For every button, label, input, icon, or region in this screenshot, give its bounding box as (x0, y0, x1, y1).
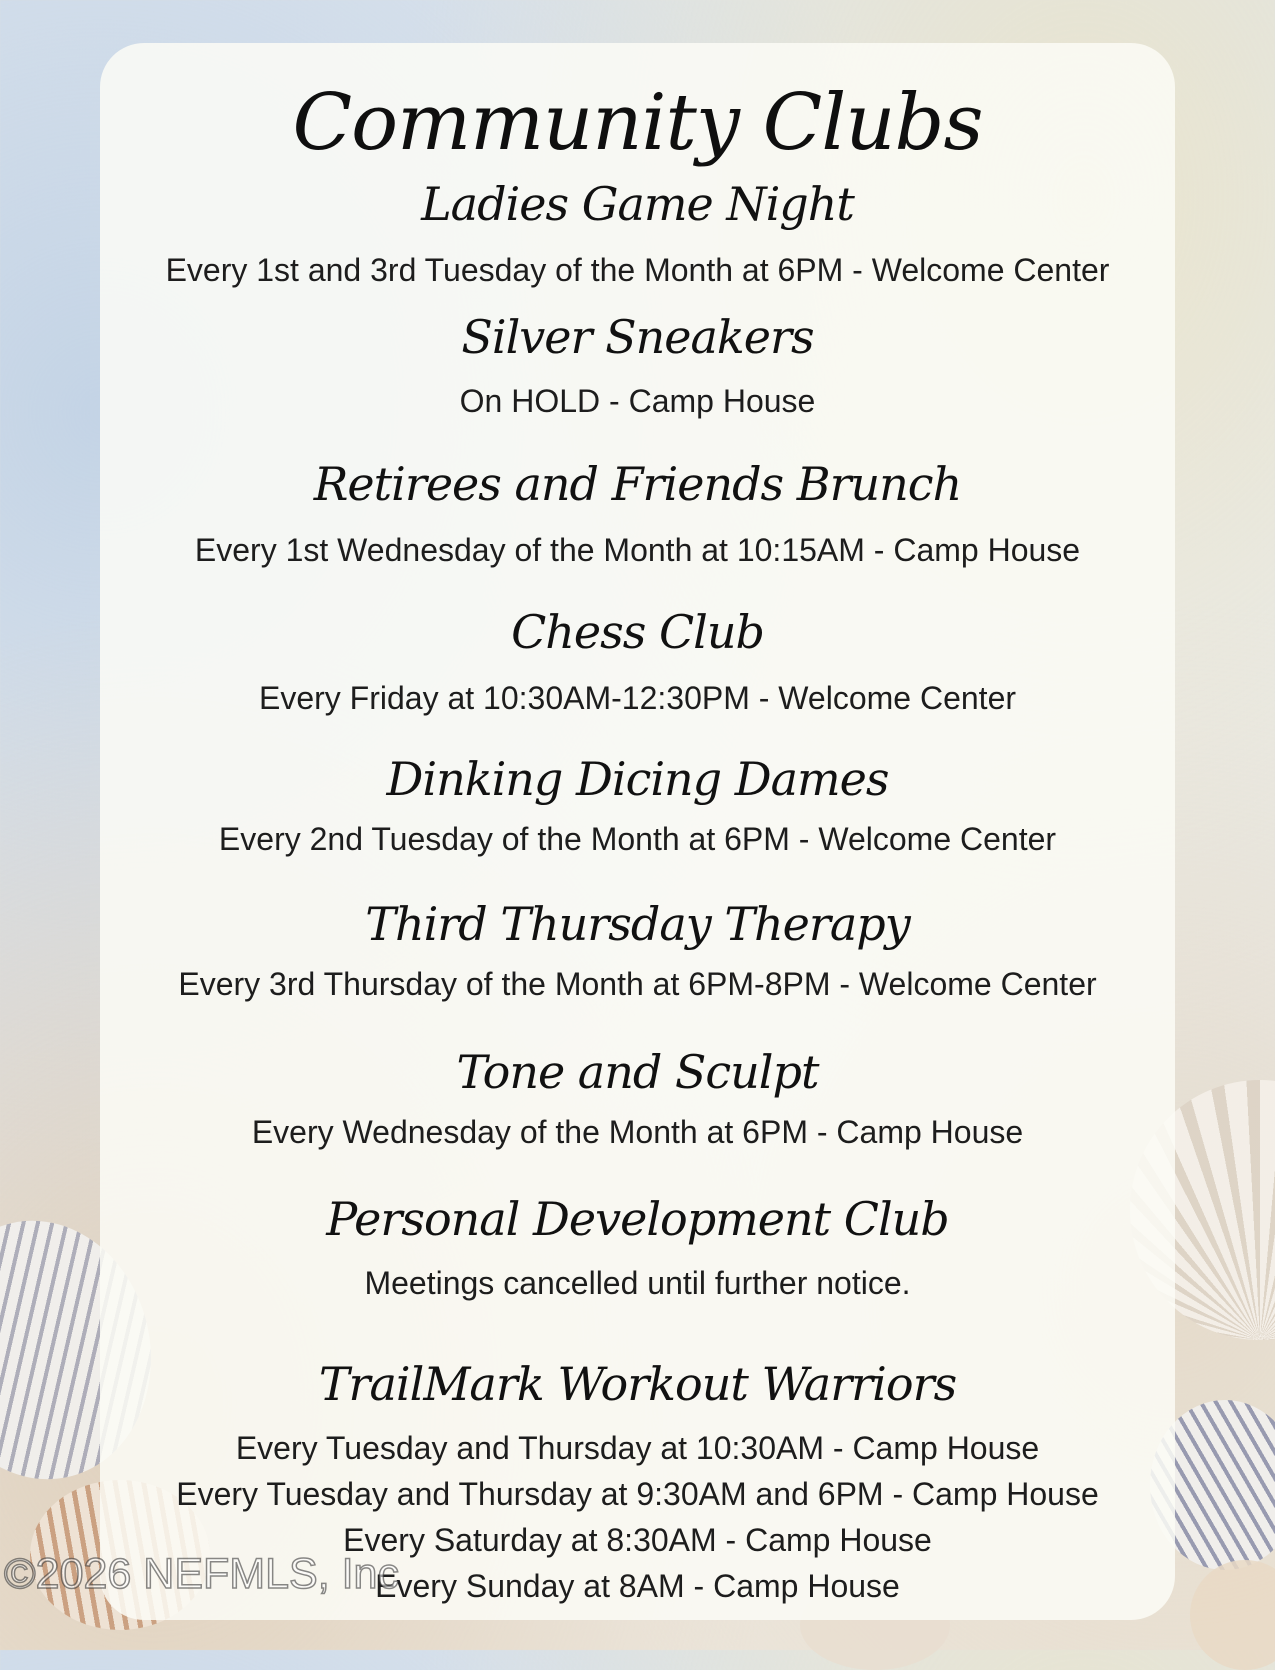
club-name: Dinking Dicing Dames (386, 752, 889, 806)
club-personal-development (100, 1188, 1175, 1306)
club-retirees-brunch (100, 453, 1175, 573)
page-title: Community Clubs (292, 78, 983, 168)
seashell-image (1190, 1560, 1275, 1670)
copyright-watermark: ©2026 NEFMLS, Inc (4, 1550, 399, 1598)
club-schedule: Every Tuesday and Thursday at 10:30AM - Camp House (235, 1430, 1040, 1466)
club-schedule: Every Friday at 10:30AM-12:30PM - Welcome Center (258, 680, 1017, 716)
club-schedule: On HOLD - Camp House (459, 383, 816, 419)
club-schedule: Every Wednesday of the Month at 6PM - Camp House (251, 1114, 1024, 1150)
flyer-content (100, 43, 1175, 1620)
club-name: Third Thursday Therapy (365, 897, 910, 951)
club-schedule: Every 3rd Thursday of the Month at 6PM-8PM - Welcome Center (178, 966, 1097, 1002)
club-ladies-game-night (100, 173, 1175, 293)
club-dinking-dicing-dames (100, 748, 1175, 862)
club-schedule: Every 1st and 3rd Tuesday of the Month at 6PM - Welcome Center (165, 252, 1110, 288)
club-name: Ladies Game Night (421, 177, 854, 231)
club-name: Chess Club (511, 605, 764, 659)
club-schedule: Every 2nd Tuesday of the Month at 6PM - Welcome Center (218, 821, 1057, 857)
club-schedule: Every Tuesday and Thursday at 9:30AM and 6PM - Camp House (176, 1476, 1099, 1512)
club-name: Tone and Sculpt (456, 1045, 819, 1099)
club-name: Silver Sneakers (461, 310, 814, 364)
club-tone-and-sculpt (100, 1041, 1175, 1155)
club-schedule: Meetings cancelled until further notice. (364, 1265, 911, 1301)
club-name: Retirees and Friends Brunch (313, 457, 962, 511)
club-silver-sneakers (100, 306, 1175, 424)
club-name: TrailMark Workout Warriors (318, 1357, 957, 1411)
club-third-thursday-therapy (100, 893, 1175, 1007)
club-schedule: Every Sunday at 8AM - Camp House (375, 1568, 900, 1604)
club-name: Personal Development Club (326, 1192, 949, 1246)
club-schedule: Every 1st Wednesday of the Month at 10:15AM - Camp House (194, 532, 1081, 568)
club-chess (100, 601, 1175, 721)
club-schedule: Every Saturday at 8:30AM - Camp House (343, 1522, 932, 1558)
